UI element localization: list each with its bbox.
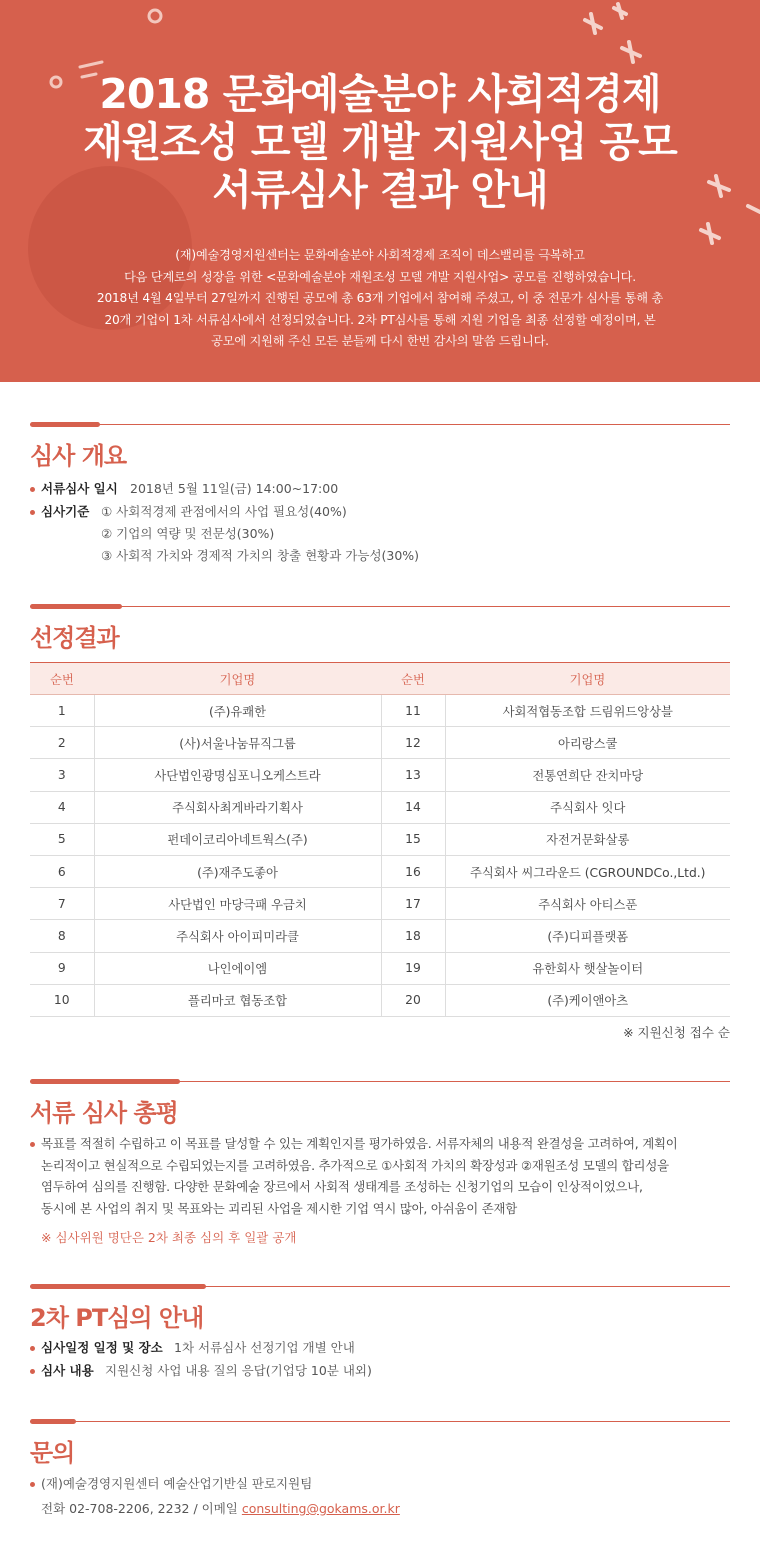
section-rule-accent xyxy=(30,1419,76,1424)
table-row xyxy=(30,695,730,727)
contact-org-item xyxy=(30,1473,730,1495)
company-name: 주식회사최게바라기획사 xyxy=(94,791,381,823)
row-number: 7 xyxy=(30,888,94,920)
results-table-body xyxy=(30,695,730,1017)
company-name: 유한회사 햇살놀이터 xyxy=(445,952,730,984)
table-row xyxy=(30,727,730,759)
header-banner xyxy=(0,0,760,382)
section-title-overview: 심사 개요 xyxy=(30,442,127,470)
review-warning: ※ 심사위원 명단은 2차 최종 심의 후 일괄 공개 xyxy=(41,1230,297,1245)
criteria-item-1: ① 사회적경제 관점에서의 사업 필요성(40%) xyxy=(101,504,347,519)
row-number: 18 xyxy=(381,920,445,952)
title-line-3: 서류심사 결과 안내 xyxy=(212,166,548,214)
bullet-icon xyxy=(30,487,35,492)
row-number: 12 xyxy=(381,727,445,759)
row-number: 5 xyxy=(30,823,94,855)
contact-org: (재)예술경영지원센터 예술산업기반실 판로지원팀 xyxy=(41,1476,313,1491)
row-number: 2 xyxy=(30,727,94,759)
section-title-review: 서류 심사 총평 xyxy=(30,1099,178,1127)
row-number: 3 xyxy=(30,759,94,791)
bullet-icon xyxy=(30,1369,35,1374)
pt-content-label: 심사 내용 xyxy=(41,1363,94,1378)
company-name: 전통연희단 잔치마당 xyxy=(445,759,730,791)
table-row xyxy=(30,791,730,823)
company-name: 플리마코 협동조합 xyxy=(94,984,381,1016)
intro-line: 2018년 4월 4일부터 27일까지 진행된 공모에 총 63개 기업에서 참여해 주셨고, 이 중 전문가 심사를 통해 총 xyxy=(96,291,664,305)
bullet-icon xyxy=(30,1142,35,1147)
company-name: 펀데이코리아네트웍스(주) xyxy=(94,823,381,855)
company-name: 사회적협동조합 드림위드앙상블 xyxy=(445,695,730,727)
contact-phone: 전화 02-708-2206, 2232 / 이메일 xyxy=(41,1501,238,1516)
row-number: 8 xyxy=(30,920,94,952)
overview-date-label: 서류심사 일시 xyxy=(41,481,118,496)
overview-date-item xyxy=(30,478,730,500)
criteria-item-2: ② 기업의 역량 및 전문성(30%) xyxy=(101,526,275,541)
deco-ring-1 xyxy=(149,10,161,22)
row-number: 19 xyxy=(381,952,445,984)
section-rule-accent xyxy=(30,1284,206,1289)
row-number: 1 xyxy=(30,695,94,727)
review-line: 동시에 본 사업의 취지 및 목표와는 괴리된 사업을 제시한 기업 역시 많아, 아쉬움이 존재함 xyxy=(41,1200,518,1216)
company-name: (주)디피플랫폼 xyxy=(445,920,730,952)
company-name: 자전거문화살롱 xyxy=(445,823,730,855)
row-number: 20 xyxy=(381,984,445,1016)
row-number: 13 xyxy=(381,759,445,791)
company-name: (주)유쾌한 xyxy=(94,695,381,727)
col-header-name: 기업명 xyxy=(94,663,381,695)
pt-content-value: 지원신청 사업 내용 질의 응답(기업당 10분 내외) xyxy=(105,1363,372,1378)
row-number: 10 xyxy=(30,984,94,1016)
title-line-2: 재원조성 모델 개발 지원사업 공모 xyxy=(83,118,677,166)
page-title xyxy=(0,70,760,214)
results-table xyxy=(30,662,730,1017)
intro-line: 공모에 지원해 주신 모든 분들께 다시 한번 감사의 말씀 드립니다. xyxy=(211,334,549,348)
company-name: 주식회사 아이피미라클 xyxy=(94,920,381,952)
table-row xyxy=(30,855,730,887)
company-name: 주식회사 잇다 xyxy=(445,791,730,823)
review-line: 목표를 적절히 수립하고 이 목표를 달성할 수 있는 계획인지를 평가하였음. 서류자체의 내용적 완결성을 고려하여, 계획이 xyxy=(41,1136,678,1151)
col-header-no: 순번 xyxy=(381,663,445,695)
section-rule xyxy=(30,606,730,607)
col-header-no: 순번 xyxy=(30,663,94,695)
company-name: (주)재주도좋아 xyxy=(94,855,381,887)
review-bullet xyxy=(30,1133,36,1155)
table-row xyxy=(30,823,730,855)
intro-text xyxy=(40,245,720,353)
contact-line xyxy=(41,1498,731,1520)
section-rule-accent xyxy=(30,422,100,427)
bullet-icon xyxy=(30,1482,35,1487)
overview-criteria-item xyxy=(30,501,730,567)
row-number: 9 xyxy=(30,952,94,984)
row-number: 15 xyxy=(381,823,445,855)
review-line: 염두하여 심의를 진행함. 다양한 문화예술 장르에서 사회적 생태계를 조성하는 신청기업의 모습이 인상적이었으나, xyxy=(41,1179,643,1195)
company-name: 사단법인 마당극패 우금치 xyxy=(94,888,381,920)
company-name: 사단법인광명심포니오케스트라 xyxy=(94,759,381,791)
pt-schedule-value: 1차 서류심사 선정기업 개별 안내 xyxy=(174,1340,355,1355)
section-title-pt: 2차 PT심의 안내 xyxy=(30,1304,204,1332)
section-rule-accent xyxy=(30,604,122,609)
results-note: ※ 지원신청 접수 순 xyxy=(623,1025,730,1040)
section-rule-accent xyxy=(30,1079,180,1084)
intro-line: (재)예술경영지원센터는 문화예술분야 사회적경제 조직이 데스밸리를 극복하고 xyxy=(175,248,585,262)
company-name: 아리랑스쿨 xyxy=(445,727,730,759)
review-text xyxy=(41,1133,678,1219)
company-name: 주식회사 아티스푼 xyxy=(445,888,730,920)
criteria-item-3: ③ 사회적 가치와 경제적 가치의 창출 현황과 가능성(30%) xyxy=(101,548,420,563)
bullet-icon xyxy=(30,510,35,515)
col-header-name: 기업명 xyxy=(445,663,730,695)
section-title-results: 선정결과 xyxy=(30,624,119,652)
overview-date-value: 2018년 5월 11일(금) 14:00~17:00 xyxy=(130,481,339,496)
section-rule xyxy=(30,424,730,425)
pt-schedule-label: 심사일정 일정 및 장소 xyxy=(41,1340,163,1355)
overview-criteria-label: 심사기준 xyxy=(41,504,90,519)
company-name: (주)케이앤아츠 xyxy=(445,984,730,1016)
company-name: 주식회사 씨그라운드 (CGROUNDCo.,Ltd.) xyxy=(445,855,730,887)
intro-line: 다음 단계로의 성장을 위한 <문화예술분야 재원조성 모델 개발 지원사업> 공모를 진행하였습니다. xyxy=(124,269,636,284)
table-row xyxy=(30,984,730,1016)
table-row xyxy=(30,888,730,920)
row-number: 11 xyxy=(381,695,445,727)
row-number: 17 xyxy=(381,888,445,920)
title-line-1: 2018 문화예술분야 사회적경제 xyxy=(99,70,661,118)
pt-schedule-item xyxy=(30,1337,730,1359)
section-title-contact: 문의 xyxy=(30,1439,75,1467)
review-line: 논리적이고 현실적으로 수립되었는지를 고려하였음. 추가적으로 ①사회적 가치의 확장성과 ②재원조성 모델의 합리성을 xyxy=(41,1157,669,1173)
bullet-icon xyxy=(30,1346,35,1351)
row-number: 14 xyxy=(381,791,445,823)
intro-line: 20개 기업이 1차 서류심사에서 선정되었습니다. 2차 PT심사를 통해 지원 기업을 최종 선정할 예정이며, 본 xyxy=(104,312,656,327)
company-name: (사)서울나눔뮤직그룹 xyxy=(94,727,381,759)
row-number: 4 xyxy=(30,791,94,823)
results-table-header xyxy=(30,663,730,695)
pt-content-item xyxy=(30,1360,730,1382)
section-rule xyxy=(30,1421,730,1422)
contact-email-link[interactable]: consulting@gokams.or.kr xyxy=(241,1501,400,1516)
table-row xyxy=(30,759,730,791)
company-name: 나인에이엠 xyxy=(94,952,381,984)
row-number: 6 xyxy=(30,855,94,887)
deco-dash-1 xyxy=(80,62,102,67)
table-row xyxy=(30,920,730,952)
row-number: 16 xyxy=(381,855,445,887)
table-row xyxy=(30,952,730,984)
